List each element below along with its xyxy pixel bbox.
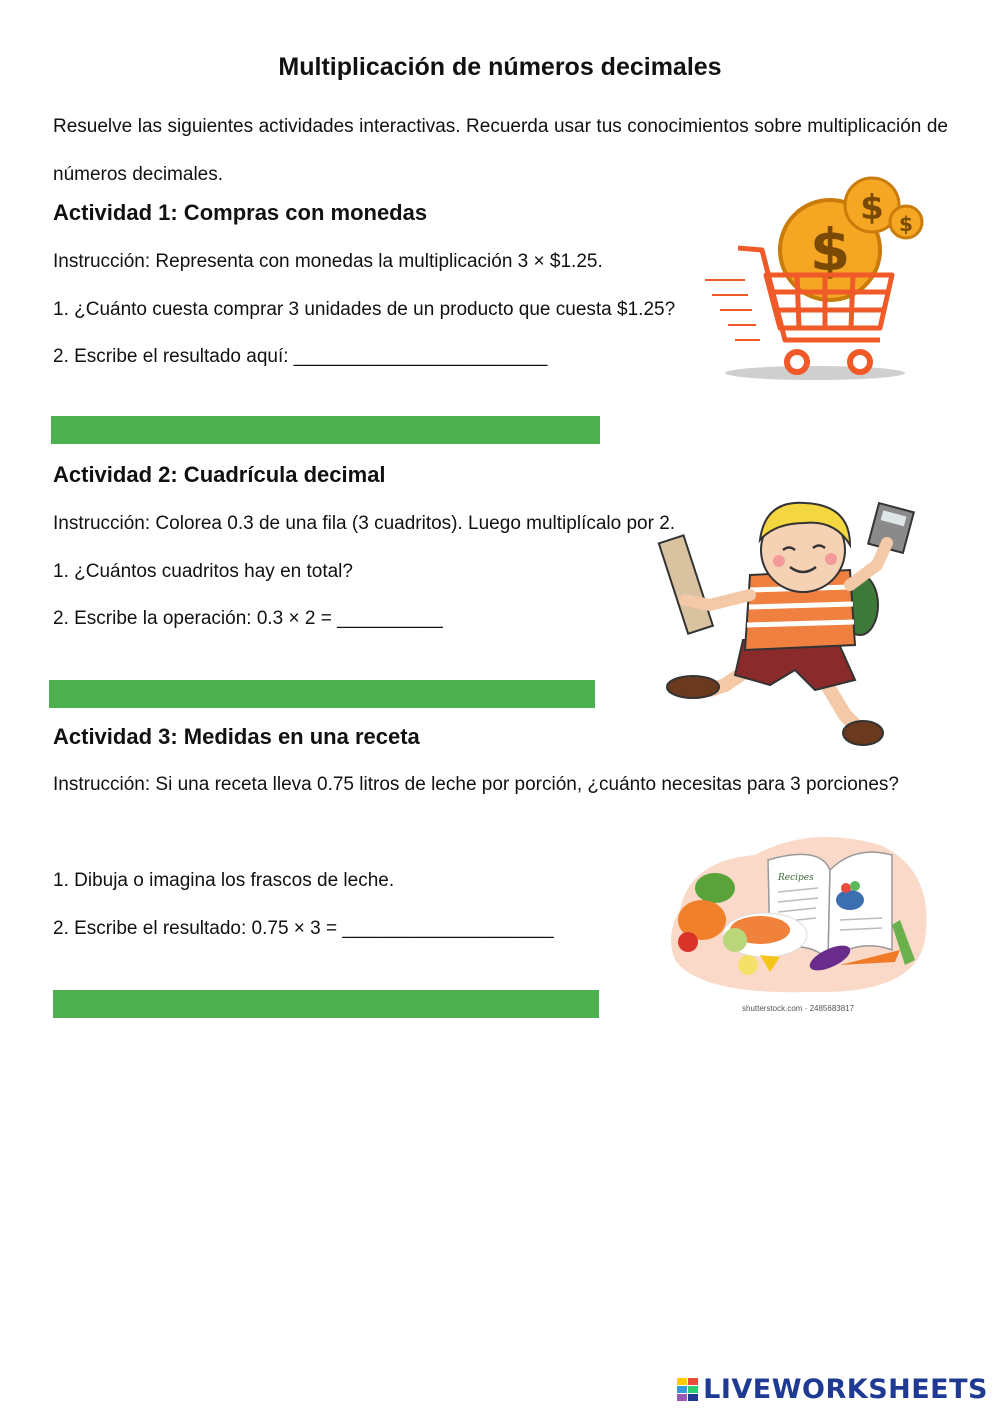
logo-text: LIVEWORKSHEETS bbox=[703, 1374, 988, 1405]
lw-blocks-icon bbox=[677, 1378, 699, 1402]
book-label: Recipes bbox=[778, 873, 814, 883]
boy-with-ruler-image bbox=[655, 495, 920, 757]
shopping-cart-coins-image bbox=[700, 170, 930, 385]
activity2-answer-bar[interactable] bbox=[49, 680, 595, 708]
activity1-answer-bar[interactable] bbox=[51, 416, 600, 444]
activity2-instruction: Instrucción: Colorea 0.3 de una fila (3 cuadritos). Luego multiplícalo por 2. bbox=[53, 513, 676, 534]
svg-text:$: $ bbox=[809, 216, 851, 284]
activity1-instruction: Instrucción: Representa con monedas la multiplicación 3 × $1.25. bbox=[53, 251, 603, 272]
recipe-book-image bbox=[660, 830, 935, 1000]
activity3-instruction: Instrucción: Si una receta lleva 0.75 litros de leche por porción, ¿cuánto necesitas para 3 porciones? bbox=[53, 774, 899, 795]
page-title: Multiplicación de números decimales bbox=[278, 53, 722, 81]
activity3-heading: Actividad 3: Medidas en una receta bbox=[53, 724, 420, 749]
liveworksheets-logo[interactable] bbox=[677, 1374, 988, 1405]
activity2-heading: Actividad 2: Cuadrícula decimal bbox=[53, 462, 386, 487]
activity2-question2: 2. Escribe la operación: 0.3 × 2 = __________ bbox=[53, 608, 443, 629]
svg-text:$: $ bbox=[899, 212, 913, 236]
activity1-heading: Actividad 1: Compras con monedas bbox=[53, 200, 428, 225]
image-credit: shutterstock.com · 2485683817 bbox=[742, 1004, 855, 1013]
activity2-question1: 1. ¿Cuántos cuadritos hay en total? bbox=[53, 561, 353, 582]
intro-text: Resuelve las siguientes actividades interactivas. Recuerda usar tus conocimientos sobre multiplicación de números decimales. bbox=[53, 116, 948, 185]
activity1-question2: 2. Escribe el resultado aquí: ________________________ bbox=[53, 346, 548, 367]
activity3-answer-bar[interactable] bbox=[53, 990, 599, 1018]
activity3-question2: 2. Escribe el resultado: 0.75 × 3 = ____________________ bbox=[53, 918, 554, 939]
svg-text:$: $ bbox=[860, 188, 884, 228]
activity1-question1: 1. ¿Cuánto cuesta comprar 3 unidades de un producto que cuesta $1.25? bbox=[53, 299, 676, 320]
activity3-question1: 1. Dibuja o imagina los frascos de leche. bbox=[53, 870, 395, 891]
